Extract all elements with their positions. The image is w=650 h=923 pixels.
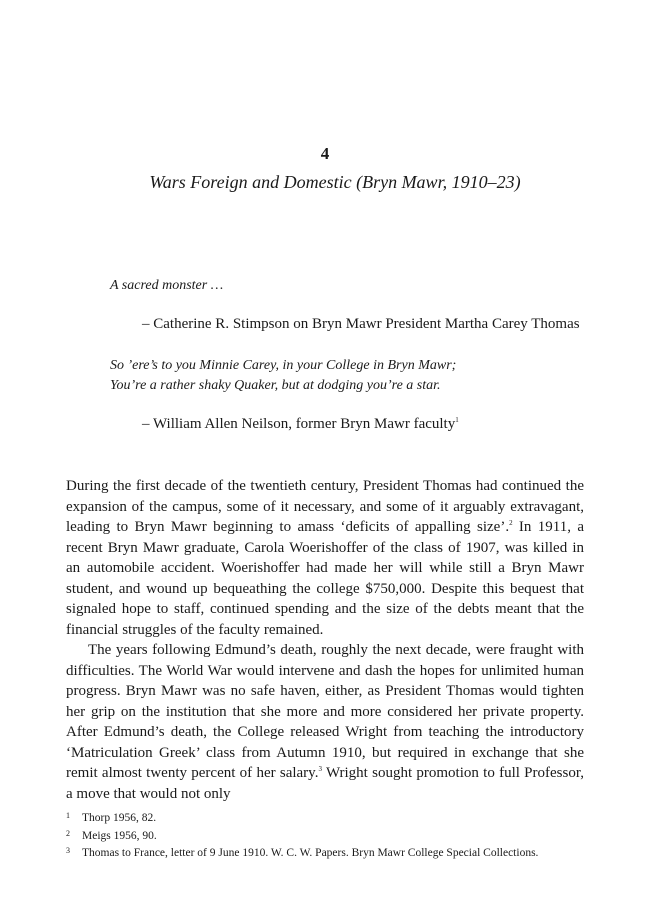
paragraph — [66, 476, 584, 640]
footnote-number: 3 — [66, 846, 70, 855]
footnote-text: Meigs 1956, 90. — [82, 829, 157, 842]
paragraph-text: During the first decade of the twentieth century, President Thomas had continued the expansion of the campus, some of it necessary, and some of it arguably extravagant, leading to Bryn Mawr beginning to amass ‘deficits of appalling size’. — [66, 478, 584, 535]
epigraph-quote-line: So ’ere’s to you Minnie Carey, in your College in Bryn Mawr; — [110, 358, 457, 373]
footnote-ref: 2 — [509, 519, 513, 527]
epigraph-attribution: – Catherine R. Stimpson on Bryn Mawr President Martha Carey Thomas — [142, 316, 580, 332]
epigraph-quote: A sacred monster … — [110, 278, 224, 293]
footnote-number: 1 — [66, 811, 70, 820]
chapter-number: 4 — [320, 144, 330, 163]
footnote — [66, 810, 606, 828]
paragraph-text: Wright sought promotion to full Professor, a move that would not only — [66, 765, 584, 802]
footnote-number: 2 — [66, 828, 70, 838]
footnote — [66, 828, 606, 846]
footnotes — [66, 810, 606, 863]
footnote — [66, 845, 606, 863]
attribution-text: – William Allen Neilson, former Bryn Mawr faculty — [142, 416, 456, 432]
footnote-text: Thorp 1956, 82. — [82, 812, 157, 824]
footnote-text: Thomas to France, letter of 9 June 1910. W. C. W. Papers. Bryn Mawr College Special Collections. — [82, 847, 539, 859]
epigraph-quote-line: You’re a rather shaky Quaker, but at dodging you’re a star. — [110, 378, 441, 393]
footnote-ref: 1 — [455, 416, 459, 424]
paragraph — [66, 640, 584, 804]
footnote-ref: 3 — [318, 765, 322, 773]
paragraph-text: In 1911, a recent Bryn Mawr graduate, Carola Woerishoffer of the class of 1907, was killed in an automobile accident. Woerishoffer had made her will while still a Bryn Mawr student, and wound up bequeathing the college $750,000. Despite this bequest that signaled hope to staff, continued spending and the size of the debts meant that the financial struggles of the faculty remained. — [66, 519, 584, 638]
epigraph-attribution — [142, 416, 459, 433]
chapter-title: Wars Foreign and Domestic (Bryn Mawr, 1910–23) — [149, 172, 521, 192]
body-text — [66, 476, 584, 804]
paragraph-text: The years following Edmund’s death, roughly the next decade, were fraught with difficulties. The World War would intervene and dash the hopes for unlimited human progress. Bryn Mawr was no safe haven, either, as President Thomas would tighten her grip on the institution that she more and more considered her private property. After Edmund’s death, the College released Wright from teaching the introductory ‘Matriculation Greek’ class from Autumn 1910, but required in exchange that she remit almost twenty percent of her salary. — [66, 642, 584, 781]
